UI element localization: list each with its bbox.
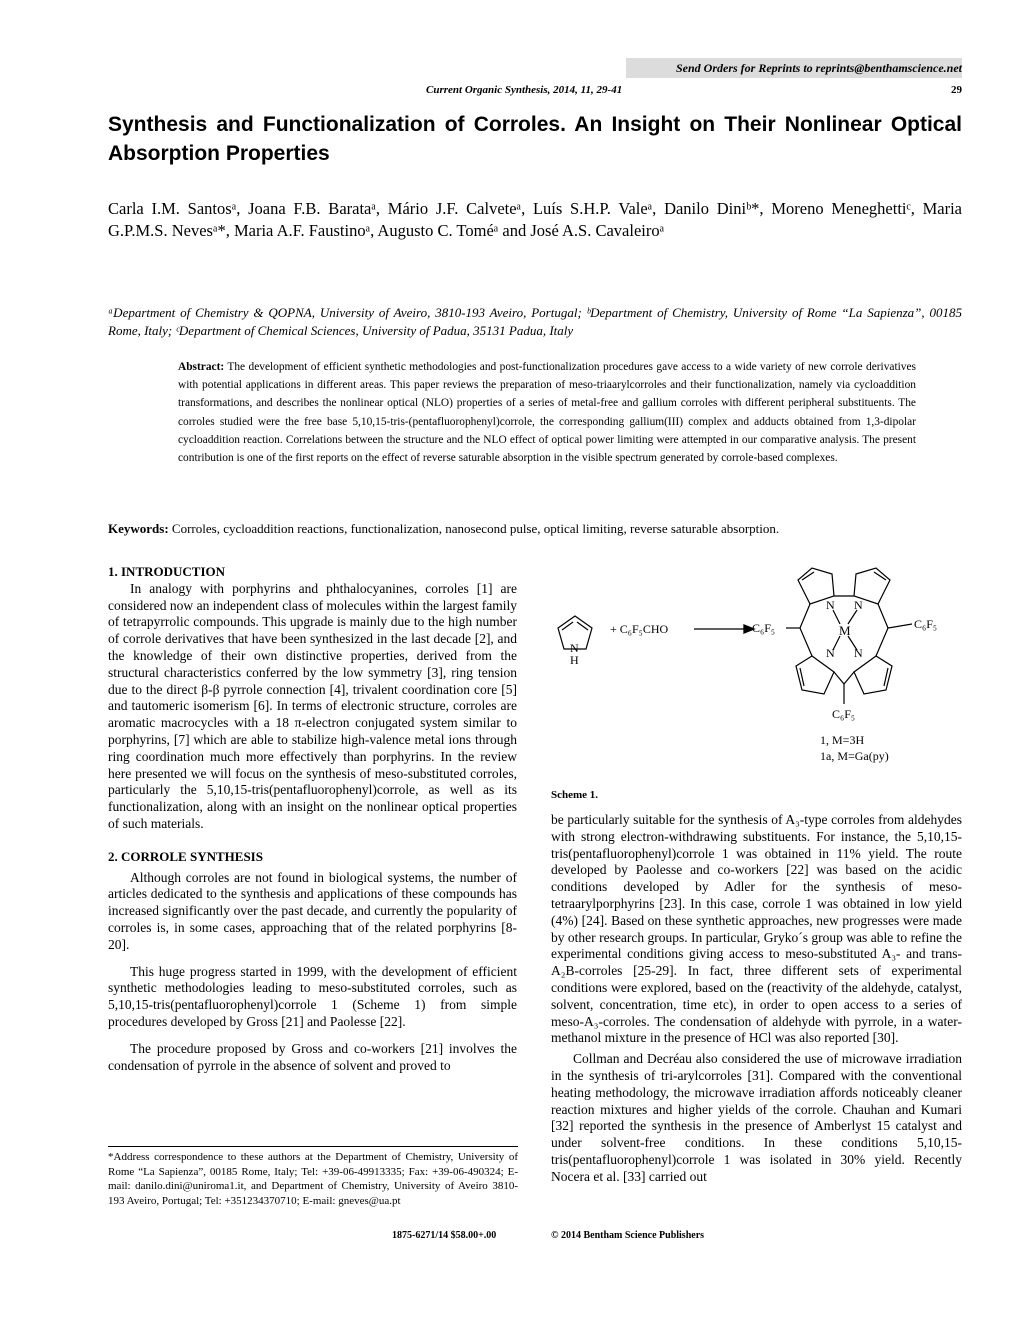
corrole-n-3: N — [826, 646, 835, 660]
copyright-notice: © 2014 Bentham Science Publishers — [551, 1230, 705, 1241]
abstract — [178, 358, 916, 467]
paper-title: Synthesis and Functionalization of Corroles. An Insight on Their Nonlinear Optical Absorption Properties — [108, 113, 962, 165]
abstract-label: Abstract: — [178, 361, 225, 373]
right-column — [551, 812, 962, 1186]
correspondence-footnote: *Address correspondence to these authors at the Department of Chemistry, University of Rome “La Sapienza”, 00185 Rome, Italy; Tel: +39-06-49913335; Fax: +39-06-490324; E-mail: danilo.dini@uniroma1.it, and Department of Chemistry, University of Aveiro 3810-193 Aveiro, Portugal; Tel: +351234370710; E-mail: gneves@ua.pt — [108, 1151, 518, 1207]
substituent-left: C₆F₅ — [752, 621, 776, 635]
scheme-caption: Scheme 1. — [551, 789, 599, 801]
scheme-1-figure — [548, 566, 962, 786]
right-paragraph-2: Collman and Decréau also considered the use of microwave irradiation in the synthesis of tri-arylcorroles [31]. Compared with the conventional heating methodology, the microwave irradiation affords noticeably cleaner reaction mixtures and higher yields of the corrole. Chauhan and Kumari [32] reported the synthesis in the presence of Amberlyst 15 catalyst and under solvent-free conditions. In these conditions 5,10,15-tris(pentafluorophenyl)corrole 1 was isolated in 30% yield. Recently Nocera et al. [33] carried out — [551, 1051, 962, 1184]
synthesis-paragraph-1: Although corroles are not found in biological systems, the number of articles dedicated to the synthesis and applications of these compounds has increased significantly over the past decade, and currently the popularity of corroles is, in some cases, approaching that of the related porphyrins [8-20]. — [108, 869, 517, 952]
right-paragraph-1: be particularly suitable for the synthesis of A₃-type corroles from aldehydes with strong electron-withdrawing substituents. For instance, the 5,10,15-tris(pentafluorophenyl)corrole 1 was obtained in 11% yield. The route developed by Paolesse and co-workers [22] was based on the acidic conditions developed by Adler for the synthesis of meso-tetraarylporphyrins [23]. In this case, corrole 1 was obtained in low yield (4%) [24]. Based on these synthetic approaches, new progresses were made by other research groups. In particular, Gryko´s group was able to refine the experimental conditions giving access to meso-substituted A₃- and trans-A₂B-corroles [25-29]. In fact, three different sets of experimental conditions were explored, based on the (reactivity of the aldehyde, catalyst, solvent, concentration, time etc), in order to open access to a series of meso-A₃-corroles. The condensation of aldehyde with pyrrole, in a water-methanol mixture in the presence of HCl was also reported [30]. — [551, 812, 962, 1046]
corrole-n-2: N — [854, 598, 863, 612]
substituent-bottom: C₆F₅ — [832, 707, 856, 721]
synthesis-paragraph-2: This huge progress started in 1999, with the development of efficient synthetic methodologies leading to meso-substituted corroles, such as 5,10,15-tris(pentafluorophenyl)corrole 1 (Scheme 1) from simple procedures developed by Gross [21] and Paolesse [22]. — [108, 963, 517, 1029]
section-heading-introduction: 1. INTRODUCTION — [108, 564, 226, 579]
compound-1-label: 1, M=3H — [820, 733, 865, 747]
author-list: Carla I.M. Santosᵃ, Joana F.B. Barataᵃ, Mário J.F. Calveteᵃ, Luís S.H.P. Valeᵃ, Danilo Diniᵇ*, Moreno Meneghettiᶜ, Maria G.P.M.S. Nevesᵃ*, Maria A.F. Faustinoᵃ, Augusto C. Toméᵃ and José A.S. Cavaleiroᵃ — [108, 199, 962, 240]
corrole-n-4: N — [854, 646, 863, 660]
keywords — [108, 520, 962, 538]
corrole-metal-label: M — [839, 623, 851, 638]
footnote-divider — [108, 1146, 518, 1147]
affiliations: ᵃDepartment of Chemistry & QOPNA, University of Aveiro, 3810-193 Aveiro, Portugal; ᵇDepartment of Chemistry, University of Rome “La Sapienza”, 00185 Rome, Italy; ᶜDepartment of Chemical Sciences, University of Padua, 35131 Padua, Italy — [108, 305, 962, 338]
pyrrole-h-label: H — [570, 653, 579, 667]
abstract-text: The development of efficient synthetic methodologies and post-functionalization procedures gave access to a wide variety of new corrole derivatives with potential applications in different areas. This paper reviews the preparation of meso-triaarylcorroles and their functionalization, namely via cycloaddition transformations, and describes the nonlinear optical (NLO) properties of a series of metal-free and gallium corroles with different peripheral substituents. The corroles studied were the free base 5,10,15-tris-(pentafluorophenyl)corrole, the corresponding gallium(III) complex and adducts obtained from 1,3-dipolar cycloaddition reaction. Correlations between the structure and the NLO effect of optical power limiting were attempted in our comparative analysis. The present contribution is one of the first reports on the effect of reverse saturable absorption in the visible spectrum generated by corrole-based complexes. — [178, 361, 916, 465]
section-heading-synthesis: 2. CORROLE SYNTHESIS — [108, 848, 263, 864]
substituent-right: C₆F₅ — [914, 617, 938, 631]
reprint-notice: Send Orders for Reprints to reprints@benthamscience.net — [626, 58, 962, 78]
journal-citation: Current Organic Synthesis, 2014, 11, 29-41 — [426, 84, 623, 96]
scheme-1-drawing — [548, 566, 962, 786]
synthesis-paragraph-3: The procedure proposed by Gross and co-workers [21] involves the condensation of pyrrole in the absence of solvent and proved to — [108, 1040, 517, 1073]
keywords-text: Corroles, cycloaddition reactions, functionalization, nanosecond pulse, optical limiting, reverse saturable absorption. — [171, 521, 780, 536]
compound-1a-label: 1a, M=Ga(py) — [820, 749, 889, 763]
reagent-label: + C₆F₅CHO — [610, 622, 669, 636]
keywords-label: Keywords: — [108, 521, 169, 536]
pyrrole-n-label: N — [570, 641, 579, 655]
issn-price: 1875-6271/14 $58.00+.00 — [392, 1230, 497, 1241]
intro-paragraph: In analogy with porphyrins and phthalocyanines, corroles [1] are considered now an independent class of molecules within the largest family of tetrapyrrolic compounds. This upgrade is mainly due to the high number of corrole derivatives that have been synthesized in the last decade [2], and the knowledge of their own distinctive properties, derived from the structural characteristics conferred by the low symmetry [3], ring tension due to the direct β-β pyrrole connection [4], trivalent coordination core [5] and tautomeric isomerism [6]. In terms of electronic structure, corroles are aromatic macrocycles with a 18 π-electron conjugated system similar to porphyrins, [7] which are able to stabilize high-valence metal ions through ring coordination much more effectively than porphyrins. In the review here presented we will focus on the synthesis of meso-substituted corroles, particularly the 5,10,15-tris(pentafluorophenyl)corrole, as well as its functionalization, along with an insight on the nonlinear optical properties of such materials. — [108, 580, 517, 831]
page-number: 29 — [951, 84, 962, 96]
reaction-arrow — [694, 625, 754, 633]
left-column — [108, 564, 517, 1074]
corrole-n-1: N — [826, 598, 835, 612]
